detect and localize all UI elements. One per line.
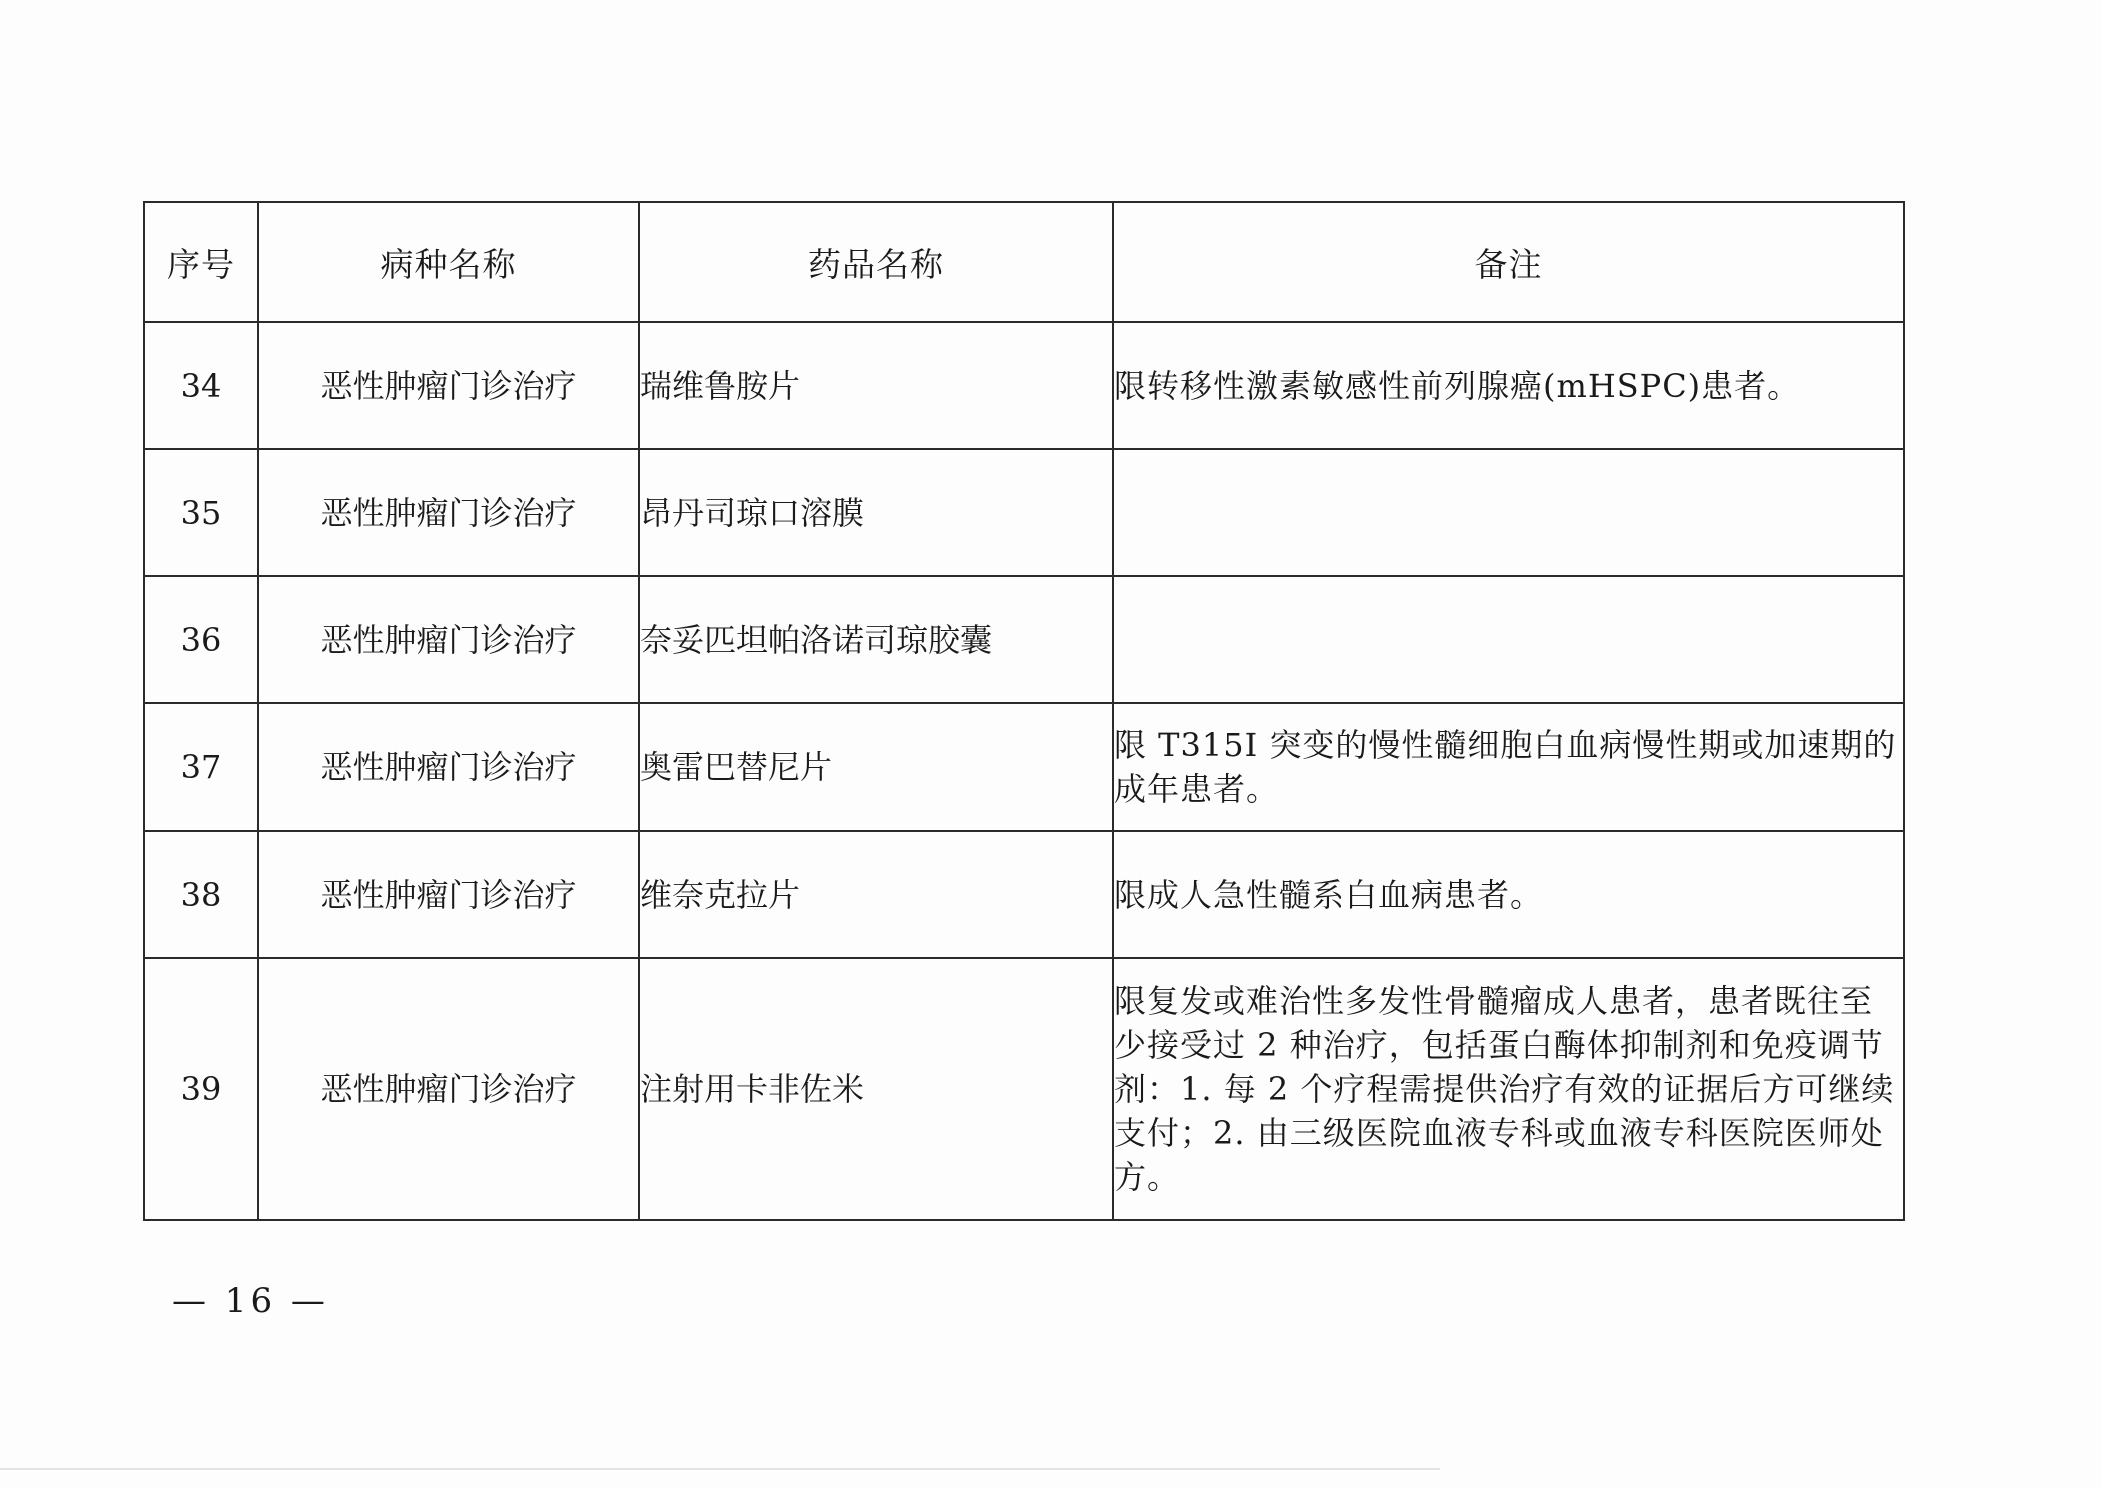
table-row [144,576,1904,703]
remark-cell [1113,576,1904,703]
drug-name-cell: 奈妥匹坦帕洛诺司琼胶囊 [639,576,1113,703]
disease-name-cell: 恶性肿瘤门诊治疗 [258,703,639,831]
table-row [144,703,1904,831]
remark-cell: 限转移性激素敏感性前列腺癌(mHSPC)患者。 [1113,322,1904,449]
serial-number-cell: 35 [144,449,258,576]
remark-cell: 限成人急性髓系白血病患者。 [1113,831,1904,958]
disease-name-cell: 恶性肿瘤门诊治疗 [258,831,639,958]
serial-number-cell: 37 [144,703,258,831]
serial-number-cell: 36 [144,576,258,703]
disease-name-cell: 恶性肿瘤门诊治疗 [258,449,639,576]
header-serial-number: 序号 [144,202,258,322]
table-row [144,449,1904,576]
header-remark: 备注 [1113,202,1904,322]
serial-number-cell: 38 [144,831,258,958]
table-header-row [144,202,1904,322]
header-disease-name: 病种名称 [258,202,639,322]
drug-name-cell: 昂丹司琼口溶膜 [639,449,1113,576]
drug-name-cell: 奥雷巴替尼片 [639,703,1113,831]
remark-cell: 限复发或难治性多发性骨髓瘤成人患者，患者既往至少接受过 2 种治疗，包括蛋白酶体抑制剂和免疫调节剂：1. 每 2 个疗程需提供治疗有效的证据后方可继续支付；2. 由三级医院血液专科或血液专科医院医师处方。 [1113,958,1904,1220]
drug-name-cell: 注射用卡非佐米 [639,958,1113,1220]
disease-name-cell: 恶性肿瘤门诊治疗 [258,576,639,703]
header-drug-name: 药品名称 [639,202,1113,322]
serial-number-cell: 34 [144,322,258,449]
drug-list-table [143,201,1905,1221]
serial-number-cell: 39 [144,958,258,1220]
page-number: — 16 — [172,1281,329,1321]
drug-name-cell: 维奈克拉片 [639,831,1113,958]
remark-cell: 限 T315I 突变的慢性髓细胞白血病慢性期或加速期的成年患者。 [1113,703,1904,831]
table-row [144,831,1904,958]
drug-name-cell: 瑞维鲁胺片 [639,322,1113,449]
disease-name-cell: 恶性肿瘤门诊治疗 [258,322,639,449]
disease-name-cell: 恶性肿瘤门诊治疗 [258,958,639,1220]
table-row [144,958,1904,1220]
scan-edge-divider [0,1468,1440,1470]
remark-cell [1113,449,1904,576]
table-row [144,322,1904,449]
